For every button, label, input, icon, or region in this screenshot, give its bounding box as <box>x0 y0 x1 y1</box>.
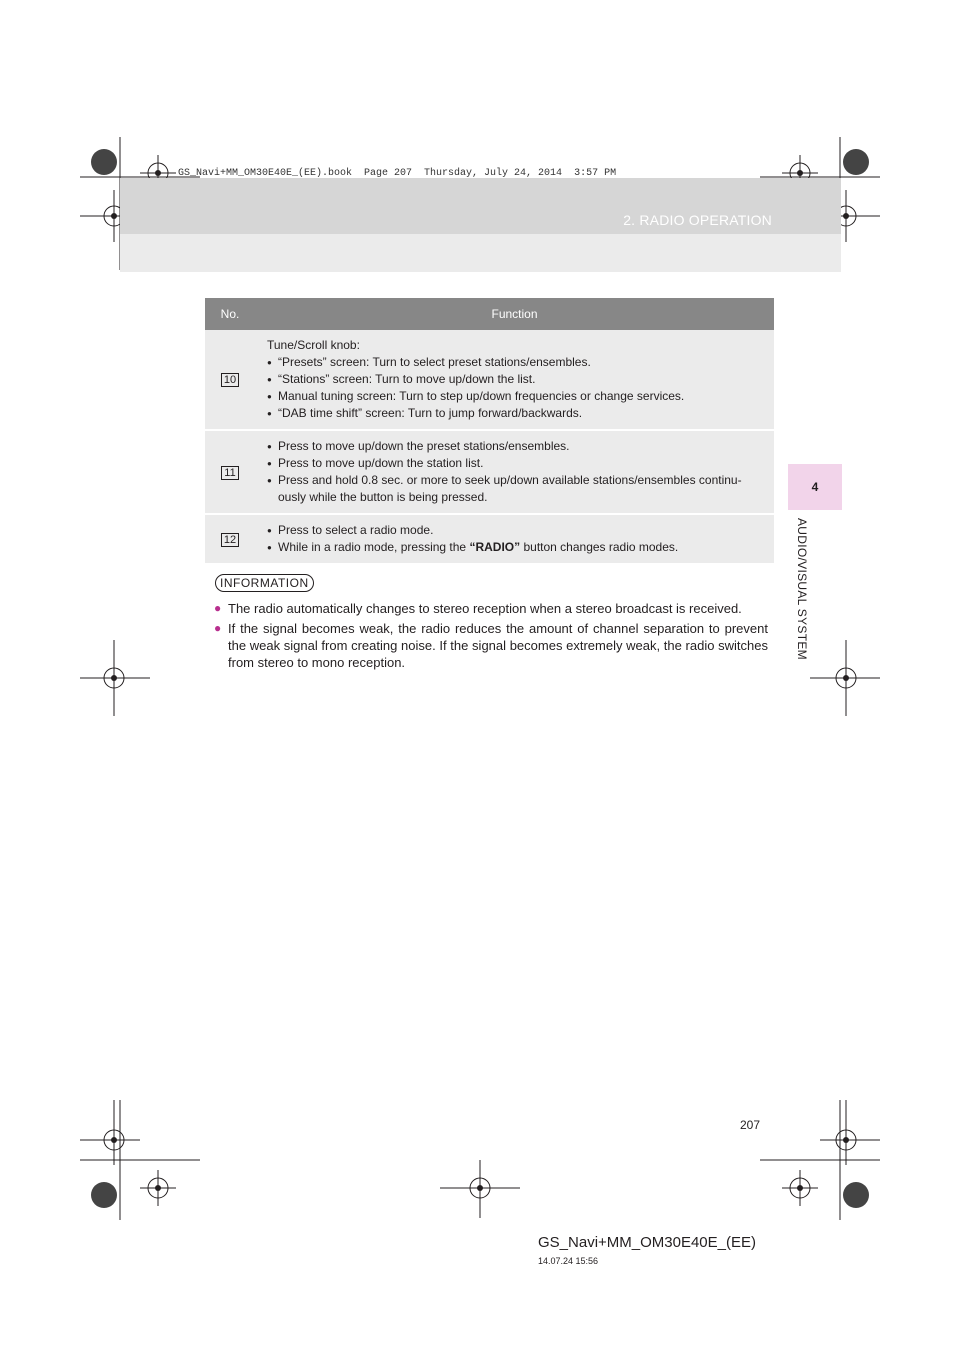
list-item: ● Press to move up/down the station list. <box>267 455 766 472</box>
item-text-suffix: button changes radio modes. <box>523 540 679 554</box>
table-row <box>205 514 774 563</box>
column-header-no: No. <box>205 298 255 330</box>
list-item: ● Press to move up/down the preset stations/ensembles. <box>267 438 766 455</box>
column-header-function: Function <box>255 298 774 330</box>
list-item: ● “Stations” screen: Turn to move up/down the list. <box>267 371 766 388</box>
row-number: 11 <box>221 466 239 480</box>
row-title: Tune/Scroll knob: <box>267 338 360 352</box>
radio-button-label: “RADIO” <box>469 540 521 554</box>
information-item: ● The radio automatically changes to stereo reception when a stereo broadcast is received. <box>214 600 768 617</box>
list-item: ● “DAB time shift” screen: Turn to jump forward/backwards. <box>267 405 766 422</box>
book-info-line: GS_Navi+MM_OM30E40E_(EE).book Page 207 Thursday, July 24, 2014 3:57 PM <box>178 168 617 179</box>
section-title: 2. RADIO OPERATION <box>623 212 772 228</box>
table-row <box>205 330 774 430</box>
header-band-lower <box>120 234 841 272</box>
item-text-prefix: While in a radio mode, pressing the <box>278 540 467 554</box>
chapter-number-tab: 4 <box>788 464 842 510</box>
list-item: ● “Presets” screen: Turn to select preset stations/ensembles. <box>267 354 766 371</box>
list-item: ● Press and hold 0.8 sec. or more to seek up/down available stations/ensembles continu-ously while the button is being pressed. <box>267 472 766 506</box>
print-date: 14.07.24 15:56 <box>538 1256 599 1266</box>
information-list <box>214 600 768 674</box>
information-label: INFORMATION <box>215 574 314 592</box>
row-number: 10 <box>221 373 239 387</box>
function-table <box>205 298 774 563</box>
information-item: ● If the signal becomes weak, the radio reduces the amount of channel separation to prevent the weak signal from creating noise. If the signal becomes extremely weak, the radio switches from stereo to mono reception. <box>214 620 768 671</box>
document-code: GS_Navi+MM_OM30E40E_(EE) <box>538 1234 756 1251</box>
list-item: ● Manual tuning screen: Turn to step up/down frequencies or change services. <box>267 388 766 405</box>
page-number: 207 <box>740 1118 761 1132</box>
table-row <box>205 430 774 514</box>
list-item <box>267 539 766 556</box>
chapter-title: AUDIO/VISUAL SYSTEM <box>795 518 809 660</box>
row-number: 12 <box>221 533 239 547</box>
list-item: ● Press to select a radio mode. <box>267 522 766 539</box>
